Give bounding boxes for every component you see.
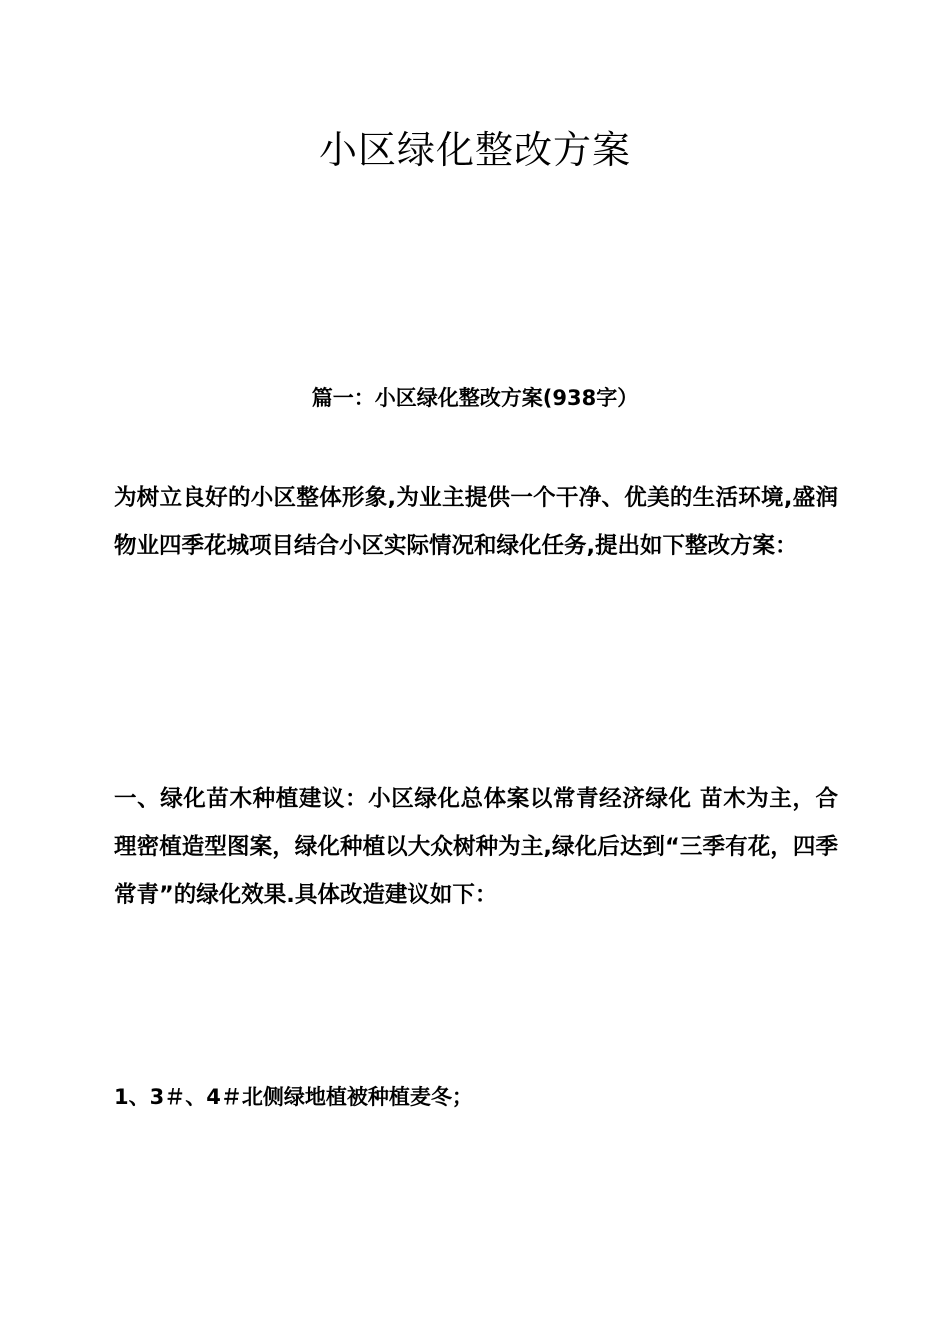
document-subtitle: 篇一：小区绿化整改方案(938字） — [311, 386, 639, 410]
list-item-1: 1、3＃、4＃北侧绿地植被种植麦冬； — [114, 1085, 473, 1109]
intro-paragraph: 为树立良好的小区整体形象,为业主提供一个干净、优美的生活环境,盛润物业四季花城项目结合小区实际情况和绿化任务,提出如下整改方案： — [114, 485, 838, 559]
document-title: 小区绿化整改方案 — [318, 128, 631, 172]
section-1-paragraph: 一、绿化苗木种植建议：小区绿化总体案以常青经济绿化 苗木为主，合理密植造型图案，绿化种植以大众树种为主,绿化后达到“三季有花，四季常青”的绿化效果.具体改造建议如下： — [114, 786, 838, 908]
